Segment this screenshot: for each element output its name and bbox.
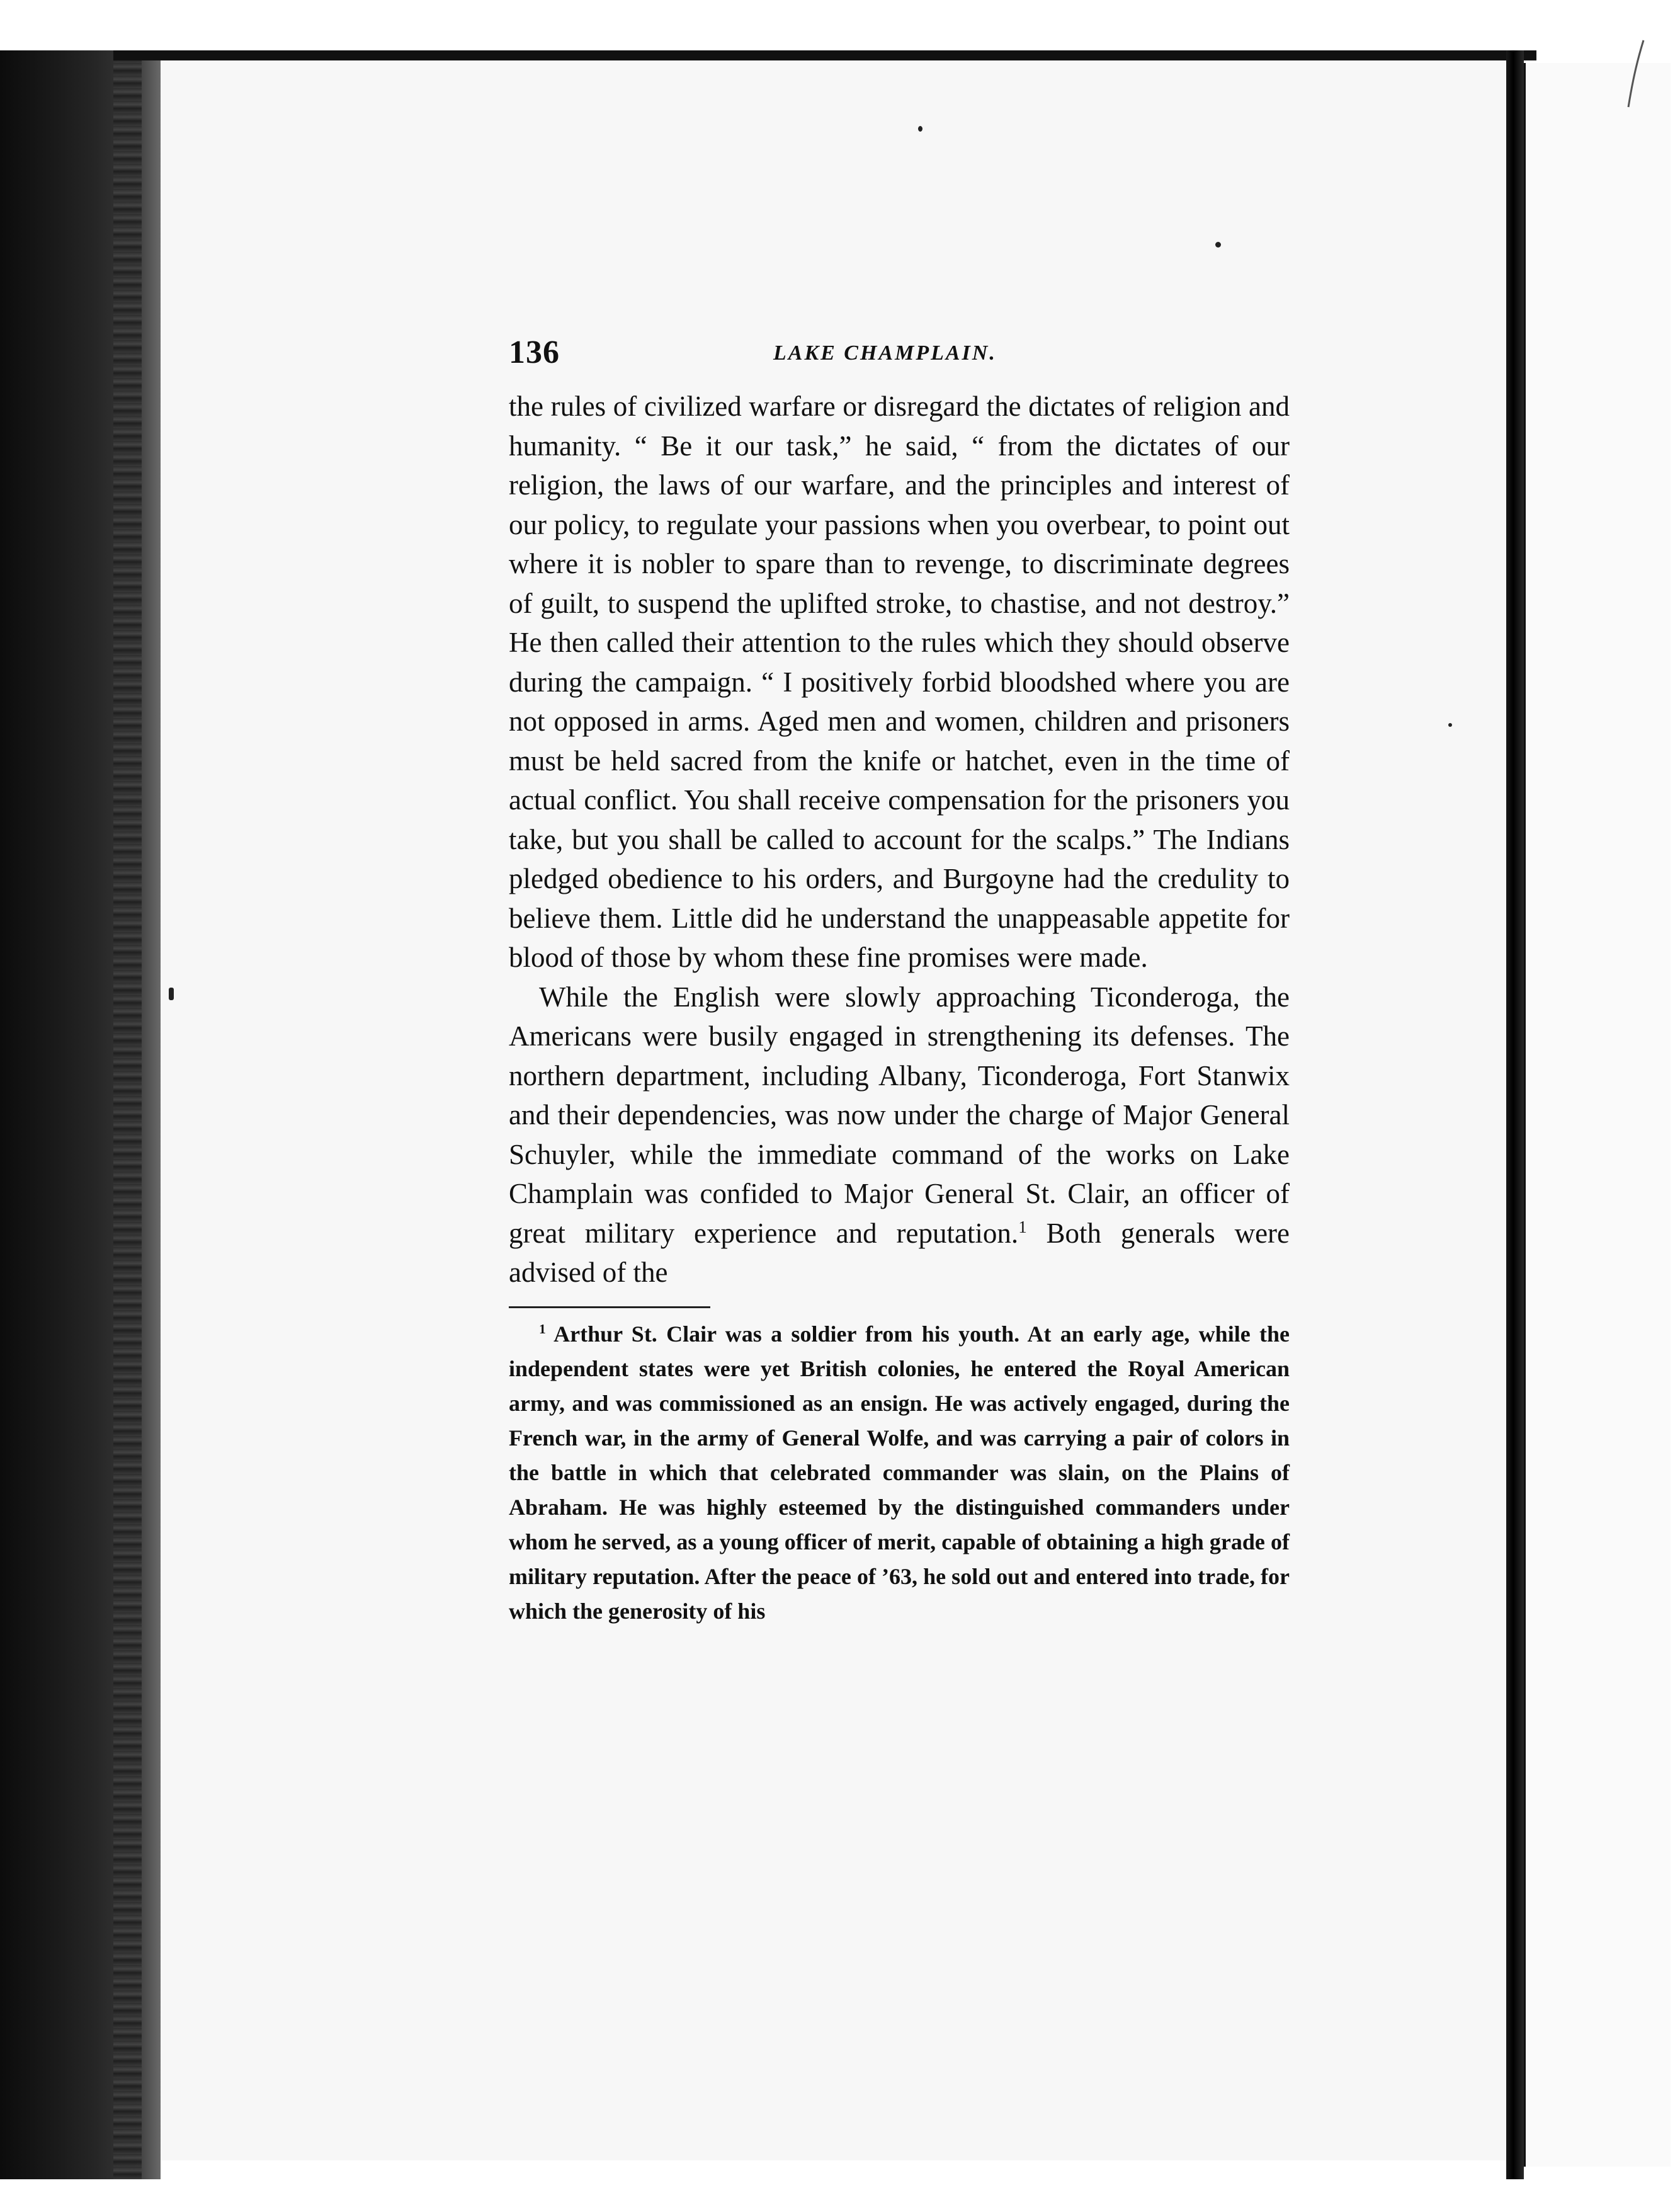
footnote-marker: 1 bbox=[539, 1321, 546, 1337]
paragraph-text: While the English were slowly approaching Ticonderoga, the Americans were busily engaged in strengthening its defenses. The northern department, including Albany, Ticonderoga, Fort Stanwix and their dependencies, was now under the charge of Major General Schuyler, while the immediate command of the works on Lake Champlain was confided to Major General St. Clair, an officer of great military experience and reputation. bbox=[509, 981, 1290, 1249]
body-text bbox=[509, 387, 1290, 1292]
page-header bbox=[509, 334, 1290, 387]
scan-speck bbox=[1215, 242, 1221, 248]
page-text-block bbox=[509, 334, 1290, 1629]
paragraph: the rules of civilized warfare or disregard the dictates of religion and humanity. “ Be it our task,” he said, “ from the dictates of our religion, the laws of our warfare, and the principles and interest of our policy, to regulate your passions when you overbear, to point out where it is nobler to spare than to revenge, to discriminate degrees of guilt, to suspend the uplifted stroke, to chastise, and not destroy.” He then called their attention to the rules which they should observe during the campaign. “ I positively forbid bloodshed where you are not opposed in arms. Aged men and women, children and prisoners must be held sacred from the knife or hatchet, even in the time of actual conflict. You shall receive compensation for the prisoners you take, but you shall be called to account for the scalps.” The Indians pledged obedience to his orders, and Burgoyne had the credulity to believe them. Little did he understand the unappeasable appetite for blood of those by whom these fine promises were made. bbox=[509, 391, 1290, 973]
footnote-divider bbox=[509, 1306, 710, 1308]
footnote-text: Arthur St. Clair was a soldier from his youth. At an early age, while the independent states were yet British colonies, he entered the Royal American army, and was commissioned as an ensign. He was actively engaged, during the French war, in the army of General Wolfe, and was carrying a pair of colors in the battle in which that celebrated commander was slain, on the Plains of Abraham. He was highly esteemed by the distinguished commanders under whom he served, as a young officer of merit, capable of obtaining a high grade of military reputation. After the peace of ’63, he sold out and entered into trade, for which the generosity of his bbox=[509, 1321, 1290, 1624]
page-stack-edge bbox=[113, 50, 142, 2179]
book-gutter-right bbox=[1506, 50, 1524, 2179]
running-head: LAKE CHAMPLAIN. bbox=[773, 341, 997, 365]
scan-speck bbox=[1448, 723, 1452, 727]
footnote bbox=[509, 1317, 1290, 1629]
pencil-mark-icon bbox=[1625, 38, 1650, 113]
scan-speck bbox=[169, 988, 174, 1000]
book-edge-top bbox=[113, 50, 1536, 60]
scan-speck bbox=[918, 126, 922, 132]
paragraph bbox=[509, 978, 1290, 1292]
paragraph-text-tail: Both generals were advised of the bbox=[509, 1217, 1290, 1288]
facing-page-edge bbox=[1524, 63, 1671, 2167]
footnote-reference[interactable]: 1 bbox=[1018, 1217, 1027, 1236]
page-number: 136 bbox=[509, 334, 560, 370]
